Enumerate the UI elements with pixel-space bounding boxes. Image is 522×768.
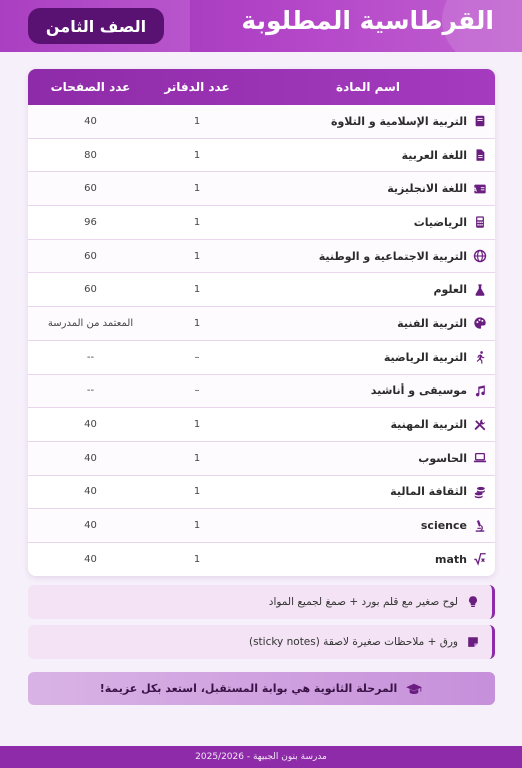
notebooks-cell: 1 [193,553,201,565]
subject-name: موسيقى و أناشيد [370,384,467,398]
notebooks-cell: 1 [193,216,201,228]
table-row [28,240,495,274]
book-icon [473,114,487,128]
subject-cell [241,350,495,364]
subject-cell [241,182,495,196]
notebooks-cell: 1 [193,317,201,329]
subject-cell [241,485,495,499]
subject-name: الثقافة المالية [390,485,467,499]
notebooks-cell: 1 [193,284,201,296]
pages-cell: المعتمد من المدرسة [47,317,134,329]
notebooks-cell: 1 [193,419,201,431]
notebooks-cell: 1 [193,486,201,498]
subject-cell [241,552,495,566]
sticky-note-icon [466,635,480,649]
laptop-icon [473,451,487,465]
note-item [28,625,495,659]
palette-icon [473,316,487,330]
pages-cell: 40 [84,452,97,464]
supplies-table [28,69,495,576]
table-row [28,172,495,206]
note-text: لوح صغير مع قلم بورد + صمغ لجميع المواد [268,596,458,608]
pages-cell: 60 [84,250,97,262]
grade-badge: الصف الثامن [28,8,164,44]
subject-name: science [420,519,467,533]
pages-cell: 96 [84,216,97,228]
page-title: القرطاسية المطلوبة [241,6,494,35]
globe-icon [473,249,487,263]
header-subject: اسم المادة [336,80,400,94]
subject-cell [241,316,495,330]
pages-cell: 40 [84,553,97,565]
pages-cell: 60 [84,183,97,195]
subject-name: التربية الإسلامية و التلاوة [330,114,467,128]
pages-cell: 40 [84,486,97,498]
table-row [28,543,495,576]
subject-name: التربية المهنية [390,418,467,432]
subject-cell [241,384,495,398]
table-row [28,375,495,409]
motivation-banner [28,672,495,705]
subject-name: math [435,552,467,566]
subject-name: الرياضيات [413,215,467,229]
table-row [28,408,495,442]
calculator-icon [473,215,487,229]
subject-cell [241,249,495,263]
subject-name: التربية الرياضية [383,350,467,364]
pages-cell: 80 [84,149,97,161]
notebooks-cell: – [194,351,200,363]
table-row [28,105,495,139]
music-icon [473,384,487,398]
subject-cell [241,418,495,432]
tools-icon [473,418,487,432]
notebooks-cell: – [194,385,200,397]
table-row [28,307,495,341]
table-row [28,139,495,173]
header-notebooks: عدد الدفاتر [164,80,230,94]
subject-cell [241,283,495,297]
pages-cell: 40 [84,115,97,127]
table-row [28,206,495,240]
notebooks-cell: 1 [193,452,201,464]
table-row [28,476,495,510]
subject-name: اللغة العربية [401,148,467,162]
header-pages: عدد الصفحات [50,80,131,94]
svg-text:A: A [473,186,477,193]
notebooks-cell: 1 [193,149,201,161]
subject-name: الحاسوب [418,451,467,465]
square-root-icon [473,552,487,566]
notebooks-cell: 1 [193,520,201,532]
notebooks-cell: 1 [193,115,201,127]
graduation-cap-icon [405,682,423,696]
notebooks-cell: 1 [193,183,201,195]
note-item [28,585,495,619]
table-row [28,442,495,476]
subject-name: التربية الاجتماعية و الوطنية [318,249,467,263]
subject-cell [241,519,495,533]
table-row [28,509,495,543]
subject-name: اللغة الانجليزية [387,182,467,196]
pages-cell: 40 [84,419,97,431]
table-row [28,341,495,375]
table-row [28,273,495,307]
subject-cell [241,451,495,465]
runner-icon [473,350,487,364]
document-icon [473,148,487,162]
notebooks-cell: 1 [193,250,201,262]
subject-cell [241,215,495,229]
subject-cell [241,148,495,162]
subject-name: العلوم [433,283,467,297]
microscope-icon [473,519,487,533]
banner-text: المرحلة الثانوية هي بوابة المستقبل، استعد بكل عزيمة! [99,682,398,695]
pages-cell: -- [86,351,95,363]
coins-icon [473,485,487,499]
header-bar [0,0,522,52]
table-body [28,105,495,576]
footer: مدرسة بنون الجبيهة - 2025/2026 [0,746,522,768]
subject-name: التربية الفنية [397,316,467,330]
flask-icon [473,283,487,297]
table-header [28,69,495,105]
note-text: ورق + ملاحظات صغيرة لاصقة (sticky notes) [248,636,458,648]
language-icon [473,182,487,196]
pages-cell: 60 [84,284,97,296]
pages-cell: 40 [84,520,97,532]
lightbulb-icon [466,595,480,609]
subject-cell [241,114,495,128]
pages-cell: -- [86,385,95,397]
